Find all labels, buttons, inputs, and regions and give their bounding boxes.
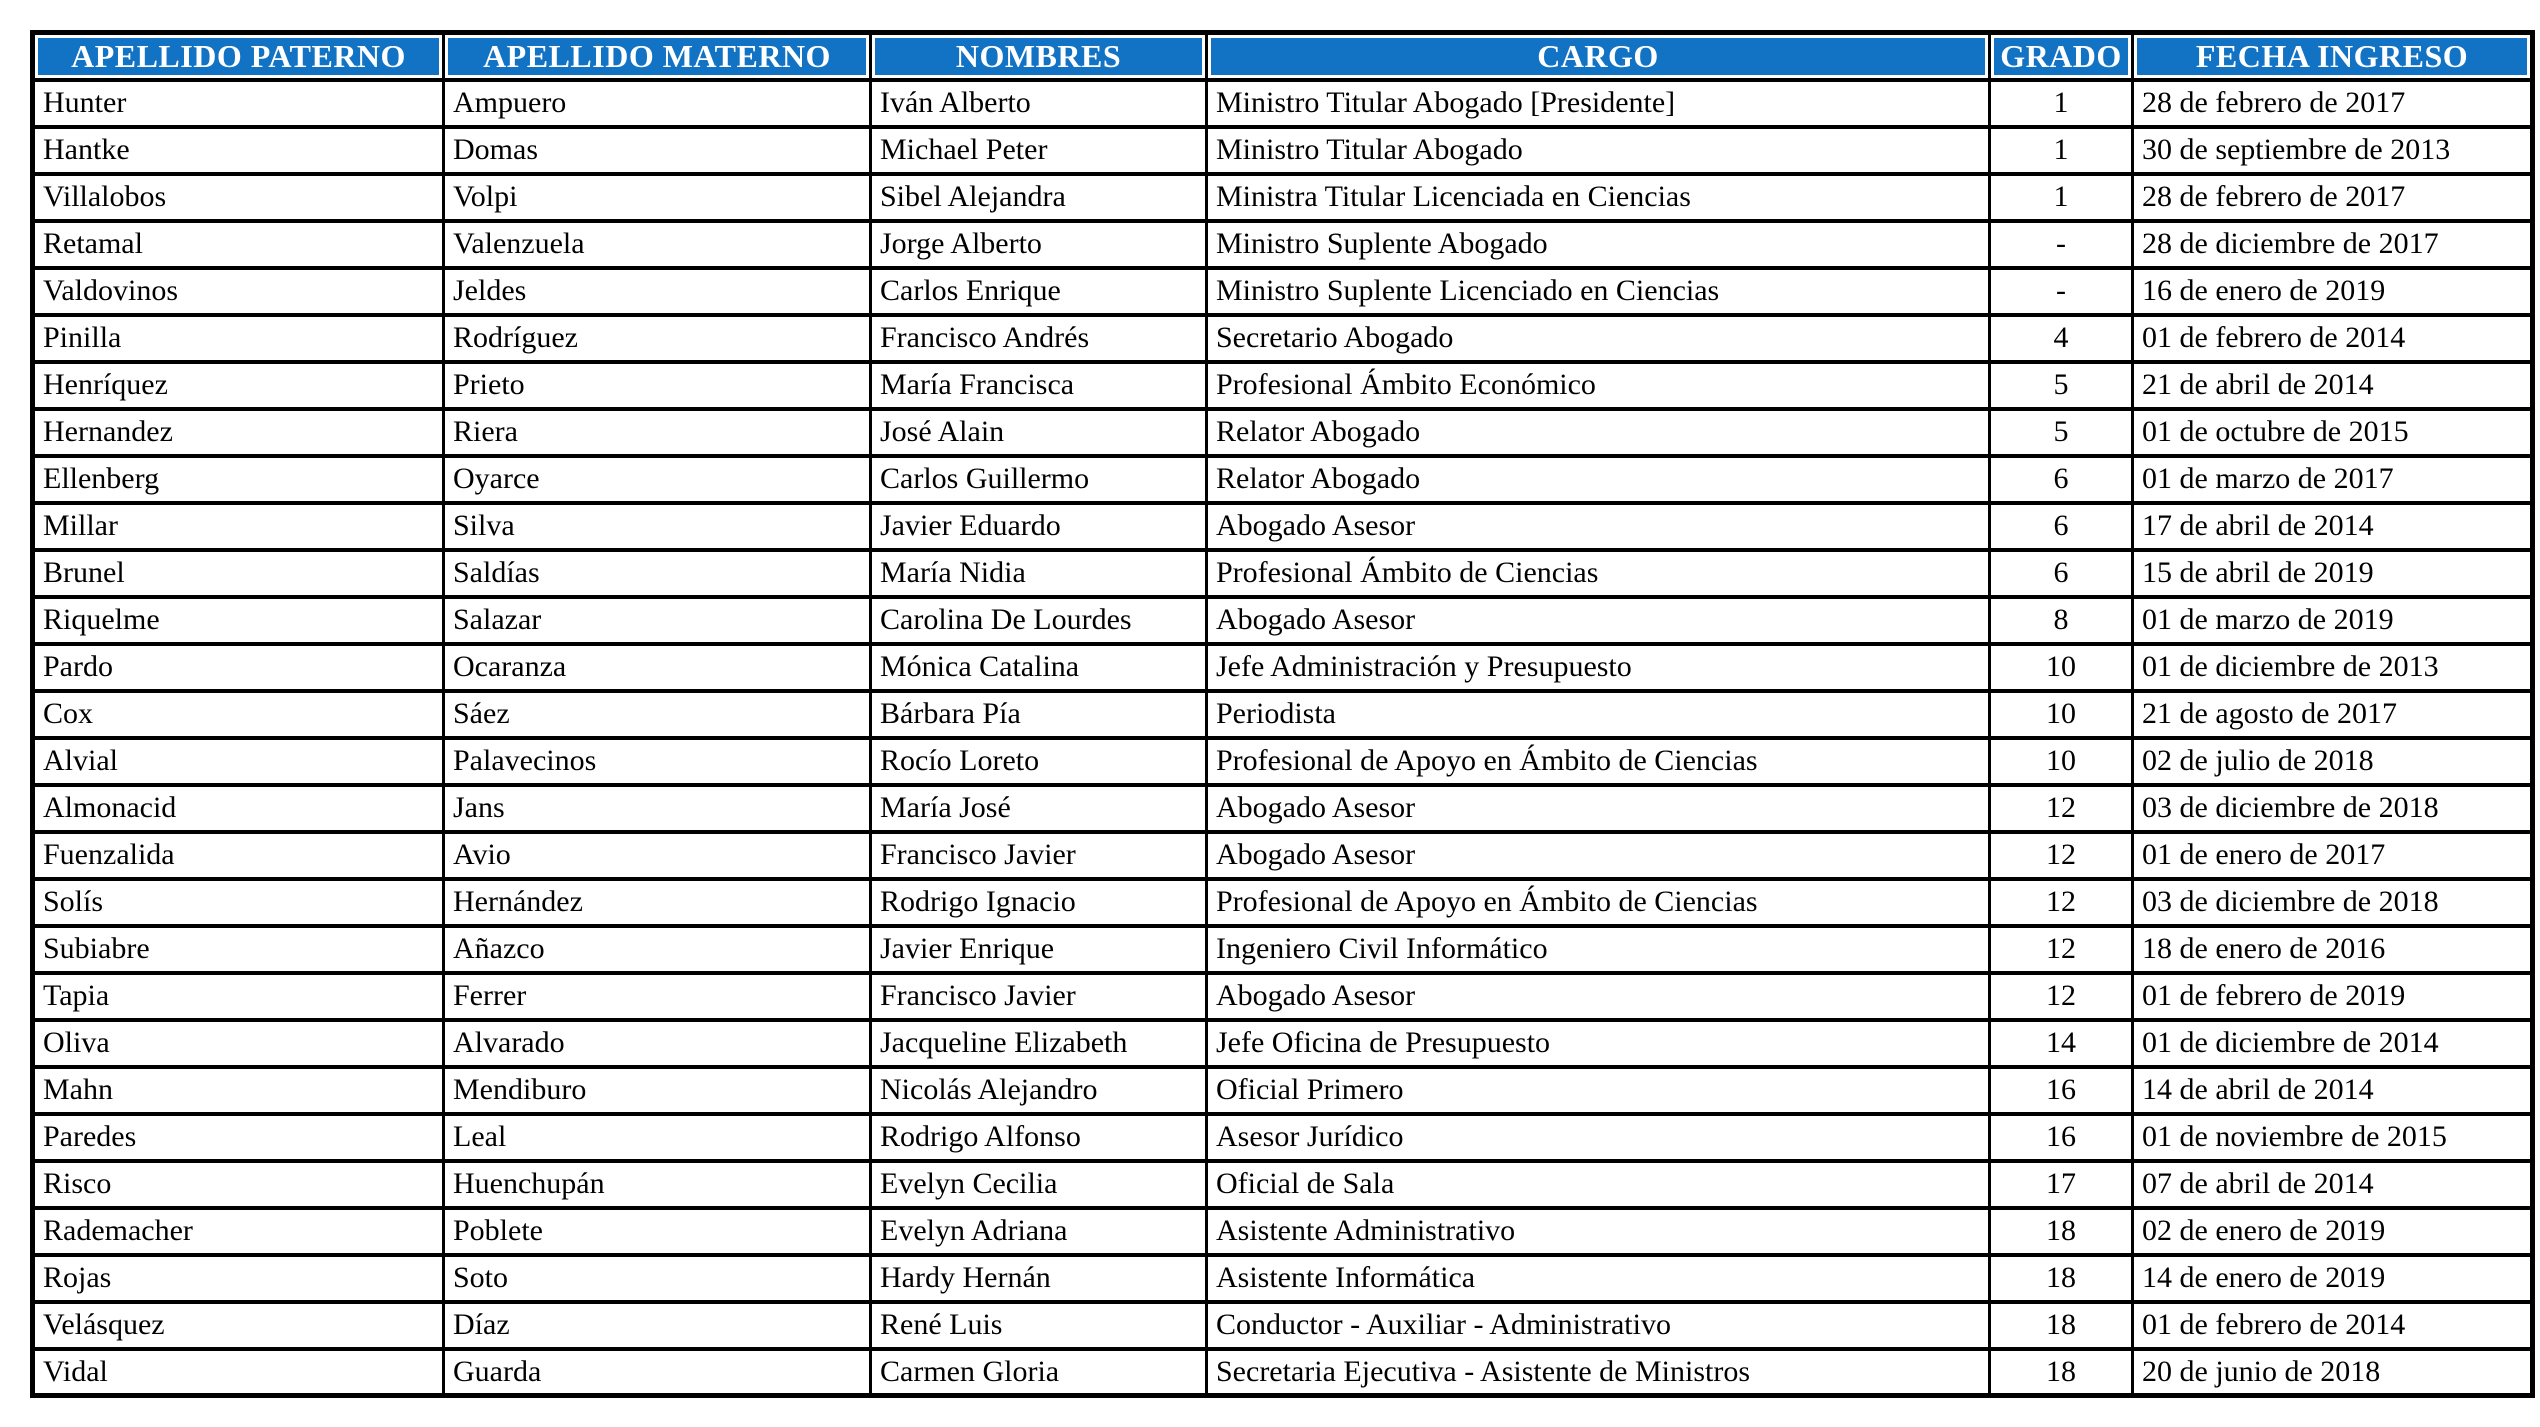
table-row: [33, 550, 2533, 597]
cell-apellido-paterno: Risco: [33, 1161, 444, 1208]
cell-grado: 12: [1990, 926, 2133, 973]
cell-nombres: Francisco Javier: [871, 832, 1207, 879]
cell-apellido-paterno: Vidal: [33, 1349, 444, 1396]
cell-fecha-ingreso: 07 de abril de 2014: [2133, 1161, 2533, 1208]
cell-fecha-ingreso: 01 de octubre de 2015: [2133, 409, 2533, 456]
cell-grado: 6: [1990, 456, 2133, 503]
cell-apellido-paterno: Tapia: [33, 973, 444, 1020]
cell-apellido-materno: Valenzuela: [444, 221, 871, 268]
cell-nombres: Rocío Loreto: [871, 738, 1207, 785]
cell-fecha-ingreso: 28 de diciembre de 2017: [2133, 221, 2533, 268]
cell-apellido-materno: Guarda: [444, 1349, 871, 1396]
cell-apellido-materno: Mendiburo: [444, 1067, 871, 1114]
cell-cargo: Ingeniero Civil Informático: [1207, 926, 1990, 973]
cell-fecha-ingreso: 16 de enero de 2019: [2133, 268, 2533, 315]
cell-nombres: René Luis: [871, 1302, 1207, 1349]
cell-fecha-ingreso: 01 de febrero de 2014: [2133, 315, 2533, 362]
cell-grado: -: [1990, 268, 2133, 315]
cell-nombres: Iván Alberto: [871, 80, 1207, 127]
cell-grado: 4: [1990, 315, 2133, 362]
table-row: [33, 1067, 2533, 1114]
cell-cargo: Abogado Asesor: [1207, 503, 1990, 550]
header-cargo: CARGO: [1207, 33, 1990, 80]
table-row: [33, 409, 2533, 456]
header-row: [33, 33, 2533, 80]
cell-apellido-materno: Ampuero: [444, 80, 871, 127]
cell-grado: 10: [1990, 738, 2133, 785]
cell-grado: 17: [1990, 1161, 2133, 1208]
table-body: [33, 80, 2533, 1396]
cell-cargo: Asesor Jurídico: [1207, 1114, 1990, 1161]
cell-apellido-materno: Salazar: [444, 597, 871, 644]
cell-apellido-materno: Ferrer: [444, 973, 871, 1020]
cell-nombres: Javier Eduardo: [871, 503, 1207, 550]
cell-cargo: Oficial Primero: [1207, 1067, 1990, 1114]
cell-grado: 10: [1990, 691, 2133, 738]
cell-apellido-materno: Jeldes: [444, 268, 871, 315]
cell-cargo: Relator Abogado: [1207, 409, 1990, 456]
cell-fecha-ingreso: 01 de febrero de 2014: [2133, 1302, 2533, 1349]
cell-apellido-paterno: Mahn: [33, 1067, 444, 1114]
cell-cargo: Jefe Administración y Presupuesto: [1207, 644, 1990, 691]
cell-nombres: Rodrigo Alfonso: [871, 1114, 1207, 1161]
table-row: [33, 785, 2533, 832]
cell-fecha-ingreso: 01 de noviembre de 2015: [2133, 1114, 2533, 1161]
table-row: [33, 1020, 2533, 1067]
cell-cargo: Ministro Suplente Licenciado en Ciencias: [1207, 268, 1990, 315]
cell-cargo: Jefe Oficina de Presupuesto: [1207, 1020, 1990, 1067]
cell-cargo: Ministro Titular Abogado [Presidente]: [1207, 80, 1990, 127]
cell-apellido-materno: Prieto: [444, 362, 871, 409]
cell-cargo: Periodista: [1207, 691, 1990, 738]
cell-grado: 10: [1990, 644, 2133, 691]
cell-nombres: Evelyn Cecilia: [871, 1161, 1207, 1208]
cell-apellido-materno: Oyarce: [444, 456, 871, 503]
cell-fecha-ingreso: 01 de enero de 2017: [2133, 832, 2533, 879]
cell-apellido-paterno: Riquelme: [33, 597, 444, 644]
cell-fecha-ingreso: 01 de marzo de 2019: [2133, 597, 2533, 644]
cell-apellido-materno: Añazco: [444, 926, 871, 973]
cell-apellido-materno: Díaz: [444, 1302, 871, 1349]
cell-fecha-ingreso: 14 de abril de 2014: [2133, 1067, 2533, 1114]
cell-fecha-ingreso: 28 de febrero de 2017: [2133, 174, 2533, 221]
cell-fecha-ingreso: 02 de enero de 2019: [2133, 1208, 2533, 1255]
cell-grado: -: [1990, 221, 2133, 268]
cell-apellido-materno: Soto: [444, 1255, 871, 1302]
cell-apellido-materno: Leal: [444, 1114, 871, 1161]
cell-fecha-ingreso: 21 de abril de 2014: [2133, 362, 2533, 409]
cell-cargo: Asistente Administrativo: [1207, 1208, 1990, 1255]
cell-nombres: María José: [871, 785, 1207, 832]
cell-nombres: Carmen Gloria: [871, 1349, 1207, 1396]
cell-nombres: Bárbara Pía: [871, 691, 1207, 738]
cell-apellido-materno: Avio: [444, 832, 871, 879]
cell-cargo: Abogado Asesor: [1207, 785, 1990, 832]
cell-cargo: Ministra Titular Licenciada en Ciencias: [1207, 174, 1990, 221]
cell-fecha-ingreso: 02 de julio de 2018: [2133, 738, 2533, 785]
cell-fecha-ingreso: 01 de diciembre de 2013: [2133, 644, 2533, 691]
cell-grado: 16: [1990, 1067, 2133, 1114]
cell-grado: 12: [1990, 832, 2133, 879]
cell-nombres: Javier Enrique: [871, 926, 1207, 973]
cell-apellido-paterno: Pinilla: [33, 315, 444, 362]
cell-nombres: Jorge Alberto: [871, 221, 1207, 268]
cell-grado: 6: [1990, 550, 2133, 597]
cell-apellido-paterno: Valdovinos: [33, 268, 444, 315]
table-row: [33, 315, 2533, 362]
table-row: [33, 832, 2533, 879]
cell-apellido-materno: Domas: [444, 127, 871, 174]
cell-grado: 16: [1990, 1114, 2133, 1161]
cell-fecha-ingreso: 28 de febrero de 2017: [2133, 80, 2533, 127]
cell-fecha-ingreso: 03 de diciembre de 2018: [2133, 879, 2533, 926]
cell-apellido-paterno: Brunel: [33, 550, 444, 597]
table-row: [33, 362, 2533, 409]
table-row: [33, 1161, 2533, 1208]
cell-apellido-paterno: Fuenzalida: [33, 832, 444, 879]
cell-apellido-materno: Poblete: [444, 1208, 871, 1255]
cell-cargo: Profesional de Apoyo en Ámbito de Ciencias: [1207, 738, 1990, 785]
table-row: [33, 691, 2533, 738]
cell-cargo: Abogado Asesor: [1207, 832, 1990, 879]
cell-apellido-paterno: Subiabre: [33, 926, 444, 973]
cell-apellido-paterno: Retamal: [33, 221, 444, 268]
cell-apellido-materno: Volpi: [444, 174, 871, 221]
table-row: [33, 456, 2533, 503]
cell-grado: 18: [1990, 1349, 2133, 1396]
cell-grado: 1: [1990, 174, 2133, 221]
cell-apellido-materno: Huenchupán: [444, 1161, 871, 1208]
cell-fecha-ingreso: 18 de enero de 2016: [2133, 926, 2533, 973]
table-row: [33, 221, 2533, 268]
cell-apellido-materno: Sáez: [444, 691, 871, 738]
cell-cargo: Secretaria Ejecutiva - Asistente de Ministros: [1207, 1349, 1990, 1396]
cell-cargo: Asistente Informática: [1207, 1255, 1990, 1302]
cell-apellido-paterno: Alvial: [33, 738, 444, 785]
cell-apellido-materno: Silva: [444, 503, 871, 550]
cell-fecha-ingreso: 20 de junio de 2018: [2133, 1349, 2533, 1396]
cell-cargo: Ministro Suplente Abogado: [1207, 221, 1990, 268]
table-row: [33, 268, 2533, 315]
header-apellido-paterno: APELLIDO PATERNO: [33, 33, 444, 80]
cell-fecha-ingreso: 03 de diciembre de 2018: [2133, 785, 2533, 832]
cell-cargo: Profesional de Apoyo en Ámbito de Ciencias: [1207, 879, 1990, 926]
cell-apellido-paterno: Rademacher: [33, 1208, 444, 1255]
staff-table-container: [30, 30, 2530, 1398]
cell-apellido-materno: Alvarado: [444, 1020, 871, 1067]
table-row: [33, 1302, 2533, 1349]
cell-grado: 18: [1990, 1208, 2133, 1255]
cell-grado: 6: [1990, 503, 2133, 550]
header-apellido-materno: APELLIDO MATERNO: [444, 33, 871, 80]
cell-apellido-materno: Hernández: [444, 879, 871, 926]
cell-nombres: Nicolás Alejandro: [871, 1067, 1207, 1114]
cell-apellido-paterno: Millar: [33, 503, 444, 550]
cell-apellido-paterno: Velásquez: [33, 1302, 444, 1349]
table-row: [33, 127, 2533, 174]
cell-nombres: Rodrigo Ignacio: [871, 879, 1207, 926]
table-row: [33, 644, 2533, 691]
table-row: [33, 1114, 2533, 1161]
cell-cargo: Conductor - Auxiliar - Administrativo: [1207, 1302, 1990, 1349]
cell-apellido-paterno: Henríquez: [33, 362, 444, 409]
staff-table: [30, 30, 2535, 1398]
cell-cargo: Abogado Asesor: [1207, 973, 1990, 1020]
cell-cargo: Relator Abogado: [1207, 456, 1990, 503]
cell-grado: 12: [1990, 973, 2133, 1020]
cell-grado: 12: [1990, 879, 2133, 926]
cell-nombres: Carlos Guillermo: [871, 456, 1207, 503]
cell-fecha-ingreso: 01 de diciembre de 2014: [2133, 1020, 2533, 1067]
cell-nombres: María Nidia: [871, 550, 1207, 597]
cell-grado: 1: [1990, 127, 2133, 174]
cell-apellido-paterno: Oliva: [33, 1020, 444, 1067]
table-row: [33, 80, 2533, 127]
cell-apellido-materno: Ocaranza: [444, 644, 871, 691]
header-grado: GRADO: [1990, 33, 2133, 80]
cell-apellido-paterno: Hantke: [33, 127, 444, 174]
cell-grado: 14: [1990, 1020, 2133, 1067]
cell-cargo: Oficial de Sala: [1207, 1161, 1990, 1208]
cell-apellido-materno: Jans: [444, 785, 871, 832]
table-row: [33, 926, 2533, 973]
cell-nombres: Sibel Alejandra: [871, 174, 1207, 221]
cell-apellido-materno: Palavecinos: [444, 738, 871, 785]
cell-grado: 8: [1990, 597, 2133, 644]
cell-apellido-paterno: Solís: [33, 879, 444, 926]
table-row: [33, 1255, 2533, 1302]
cell-apellido-paterno: Hunter: [33, 80, 444, 127]
cell-grado: 5: [1990, 362, 2133, 409]
cell-nombres: Jacqueline Elizabeth: [871, 1020, 1207, 1067]
cell-nombres: Michael Peter: [871, 127, 1207, 174]
cell-fecha-ingreso: 17 de abril de 2014: [2133, 503, 2533, 550]
cell-nombres: Evelyn Adriana: [871, 1208, 1207, 1255]
cell-apellido-materno: Rodríguez: [444, 315, 871, 362]
cell-grado: 1: [1990, 80, 2133, 127]
cell-nombres: Francisco Javier: [871, 973, 1207, 1020]
cell-grado: 18: [1990, 1255, 2133, 1302]
cell-nombres: José Alain: [871, 409, 1207, 456]
cell-apellido-materno: Saldías: [444, 550, 871, 597]
cell-cargo: Abogado Asesor: [1207, 597, 1990, 644]
table-row: [33, 738, 2533, 785]
cell-nombres: Francisco Andrés: [871, 315, 1207, 362]
cell-cargo: Secretario Abogado: [1207, 315, 1990, 362]
table-row: [33, 597, 2533, 644]
table-row: [33, 879, 2533, 926]
cell-fecha-ingreso: 01 de febrero de 2019: [2133, 973, 2533, 1020]
table-row: [33, 973, 2533, 1020]
table-row: [33, 1349, 2533, 1396]
cell-cargo: Ministro Titular Abogado: [1207, 127, 1990, 174]
cell-cargo: Profesional Ámbito Económico: [1207, 362, 1990, 409]
table-row: [33, 1208, 2533, 1255]
cell-cargo: Profesional Ámbito de Ciencias: [1207, 550, 1990, 597]
cell-grado: 12: [1990, 785, 2133, 832]
cell-nombres: Hardy Hernán: [871, 1255, 1207, 1302]
cell-apellido-paterno: Pardo: [33, 644, 444, 691]
cell-nombres: Carolina De Lourdes: [871, 597, 1207, 644]
cell-apellido-materno: Riera: [444, 409, 871, 456]
table-row: [33, 174, 2533, 221]
cell-nombres: Mónica Catalina: [871, 644, 1207, 691]
cell-fecha-ingreso: 21 de agosto de 2017: [2133, 691, 2533, 738]
cell-apellido-paterno: Hernandez: [33, 409, 444, 456]
table-row: [33, 503, 2533, 550]
cell-fecha-ingreso: 15 de abril de 2019: [2133, 550, 2533, 597]
cell-apellido-paterno: Almonacid: [33, 785, 444, 832]
cell-fecha-ingreso: 30 de septiembre de 2013: [2133, 127, 2533, 174]
cell-fecha-ingreso: 01 de marzo de 2017: [2133, 456, 2533, 503]
cell-grado: 18: [1990, 1302, 2133, 1349]
cell-nombres: María Francisca: [871, 362, 1207, 409]
cell-nombres: Carlos Enrique: [871, 268, 1207, 315]
header-nombres: NOMBRES: [871, 33, 1207, 80]
cell-apellido-paterno: Cox: [33, 691, 444, 738]
header-fecha-ingreso: FECHA INGRESO: [2133, 33, 2533, 80]
cell-apellido-paterno: Rojas: [33, 1255, 444, 1302]
cell-apellido-paterno: Villalobos: [33, 174, 444, 221]
cell-apellido-paterno: Paredes: [33, 1114, 444, 1161]
cell-apellido-paterno: Ellenberg: [33, 456, 444, 503]
cell-grado: 5: [1990, 409, 2133, 456]
cell-fecha-ingreso: 14 de enero de 2019: [2133, 1255, 2533, 1302]
